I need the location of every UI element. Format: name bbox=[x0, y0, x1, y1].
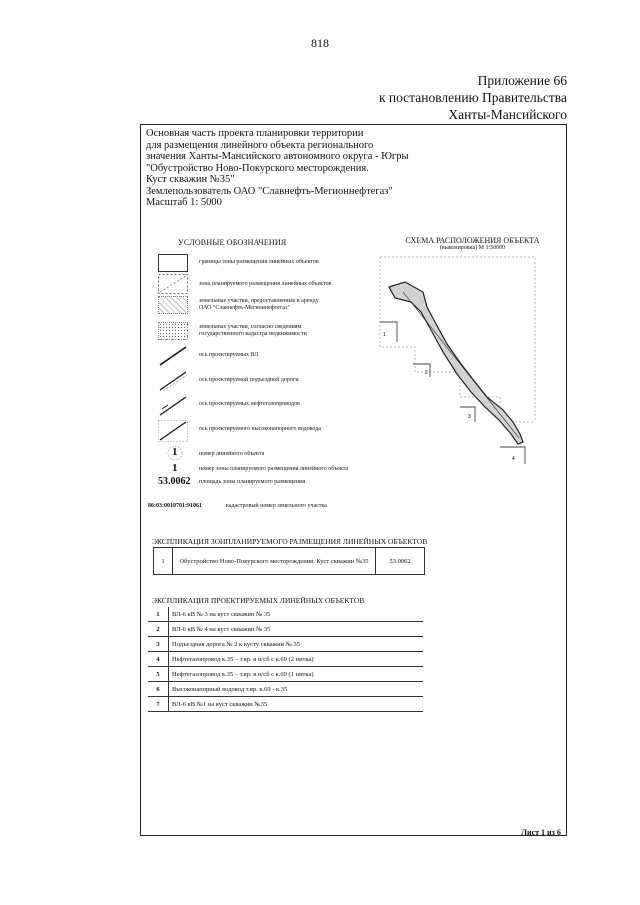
sheet-number: Лист 1 из 6 bbox=[521, 828, 561, 837]
object-name: ВЛ-6 кВ № 4 на куст скважин № 35 bbox=[169, 622, 424, 637]
legend-label: границы зоны размещения линейных объектов bbox=[199, 259, 319, 265]
zones-table bbox=[153, 547, 425, 575]
legend-label: кадастровый номер земельного участка bbox=[226, 503, 327, 509]
road-axis-symbol bbox=[158, 370, 188, 392]
zone-area-value: 53.0062 bbox=[158, 476, 191, 487]
legend-label: номер линейного объекта bbox=[199, 451, 265, 457]
object-num: 3 bbox=[148, 637, 169, 652]
project-line: значения Ханты-Мансийского автономного округа - Югры bbox=[146, 151, 409, 162]
legend-label: ось проектируемого высоконапорного водовода bbox=[199, 426, 321, 432]
project-line: Землепользователь ОАО "Славнефть-Мегионнефтегаз" bbox=[146, 185, 393, 197]
legend-label: земельные участки, согласно сведениям bbox=[199, 324, 302, 330]
project-line: Масштаб 1: 5000 bbox=[146, 197, 222, 208]
table-row bbox=[148, 652, 423, 667]
project-line: для размещения линейного объекта регионального bbox=[146, 139, 374, 151]
scheme-title: СХЕМА РАСПОЛОЖЕНИЯ ОБЪЕКТА bbox=[405, 236, 540, 245]
objects-table-title: ЭКСПЛИКАЦИЯ ПРОЕКТИРУЕМЫХ ЛИНЕЙНЫХ ОБЪЕКТОВ bbox=[152, 596, 365, 605]
cadastral-plots-symbol bbox=[158, 322, 188, 340]
object-num: 4 bbox=[148, 652, 169, 667]
scheme-label: 2 bbox=[425, 370, 428, 376]
object-number-value: 1 bbox=[172, 446, 178, 458]
object-name: ВЛ-6 кВ № 3 на куст скважин № 35 bbox=[169, 607, 424, 622]
project-line: Куст скважин №35" bbox=[146, 174, 235, 185]
object-name: Нефтегазопровод к.35 – т.вр. в н/сб с к.69 (2 нитка) bbox=[169, 652, 424, 667]
objects-table bbox=[148, 607, 423, 712]
legend-label: государственного кадастра недвижимости bbox=[199, 331, 307, 337]
legend-label: ось проектируемых ВЛ bbox=[199, 352, 259, 358]
scheme-label: 1 bbox=[383, 332, 386, 338]
legend-label: земельные участки, предоставленные в аренду bbox=[199, 298, 319, 304]
project-header bbox=[146, 128, 409, 209]
object-name: ВЛ-6 кВ №1 на куст скважин №35 bbox=[169, 697, 424, 712]
table-row bbox=[148, 697, 423, 712]
zone-area: 53.0062 bbox=[376, 548, 425, 575]
project-line: "Обустройство Ново-Покурского месторождения. bbox=[146, 162, 369, 174]
page-number: 818 bbox=[311, 36, 329, 50]
pipeline-axis-symbol bbox=[158, 395, 188, 417]
object-num: 2 bbox=[148, 622, 169, 637]
legend-label: ось проектируемой подъездной дороги bbox=[199, 377, 299, 383]
power-line-axis-symbol bbox=[158, 345, 188, 367]
legend-label: ось проектируемых нефтегазопроводов bbox=[199, 401, 300, 407]
object-num: 6 bbox=[148, 682, 169, 697]
zone-number-value: 1 bbox=[172, 462, 178, 474]
object-num: 1 bbox=[148, 607, 169, 622]
object-name: Высоконапорный водовод т.вр. к.69 - к.35 bbox=[169, 682, 424, 697]
zones-table-title: ЭКСПЛИКАЦИЯ ЗОНПЛАНИРУЕМОГО РАЗМЕЩЕНИЯ ЛИНЕЙНЫХ ОБЪЕКТОВ bbox=[152, 537, 428, 546]
table-row bbox=[154, 548, 425, 575]
table-row bbox=[148, 607, 423, 622]
object-num: 7 bbox=[148, 697, 169, 712]
legend-label: зона планируемого размещения линейных объектов bbox=[199, 281, 332, 287]
water-main-axis-symbol bbox=[158, 420, 188, 442]
table-row bbox=[148, 667, 423, 682]
zone-boundary-symbol bbox=[158, 254, 188, 272]
legend-label: номер зоны планируемого размещения линейного объекта bbox=[199, 466, 349, 472]
table-row bbox=[148, 622, 423, 637]
location-scheme-map bbox=[375, 252, 545, 467]
scheme-label: 4 bbox=[512, 456, 515, 462]
legend-label: ОАО "Славнефть-Мегионнефтегаз" bbox=[199, 305, 290, 311]
project-line: Основная часть проекта планировки территории bbox=[146, 128, 364, 139]
object-num: 5 bbox=[148, 667, 169, 682]
scheme-subtitle: (выкопировка) М 1:50000 bbox=[439, 245, 506, 251]
object-name: Нефтегазопровод к.35 – т.вр. в н/сб с к.69 (1 нитка) bbox=[169, 667, 424, 682]
zone-num: 1 bbox=[154, 548, 173, 575]
planned-zone-symbol bbox=[158, 274, 188, 294]
scheme-label: 3 bbox=[468, 414, 471, 420]
zone-name: Обустройство Ново-Покурского месторождения. Куст скважин №35 bbox=[173, 548, 376, 575]
appendix-line: Ханты-Мансийского bbox=[448, 107, 567, 122]
legend-label: площадь зоны планируемого размещения bbox=[199, 479, 306, 485]
table-row bbox=[148, 682, 423, 697]
appendix-line: к постановлению Правительства bbox=[378, 90, 567, 105]
object-name: Подъездная дорога № 2 к кусту скважин № 35 bbox=[169, 637, 424, 652]
lease-plots-symbol bbox=[158, 296, 188, 314]
table-row bbox=[148, 637, 423, 652]
cadastral-number-value: 86:03:0010701:91061 bbox=[148, 503, 202, 509]
appendix-line: Приложение 66 bbox=[477, 73, 567, 88]
legend-title: УСЛОВНЫЕ ОБОЗНАЧЕНИЯ bbox=[178, 238, 287, 247]
